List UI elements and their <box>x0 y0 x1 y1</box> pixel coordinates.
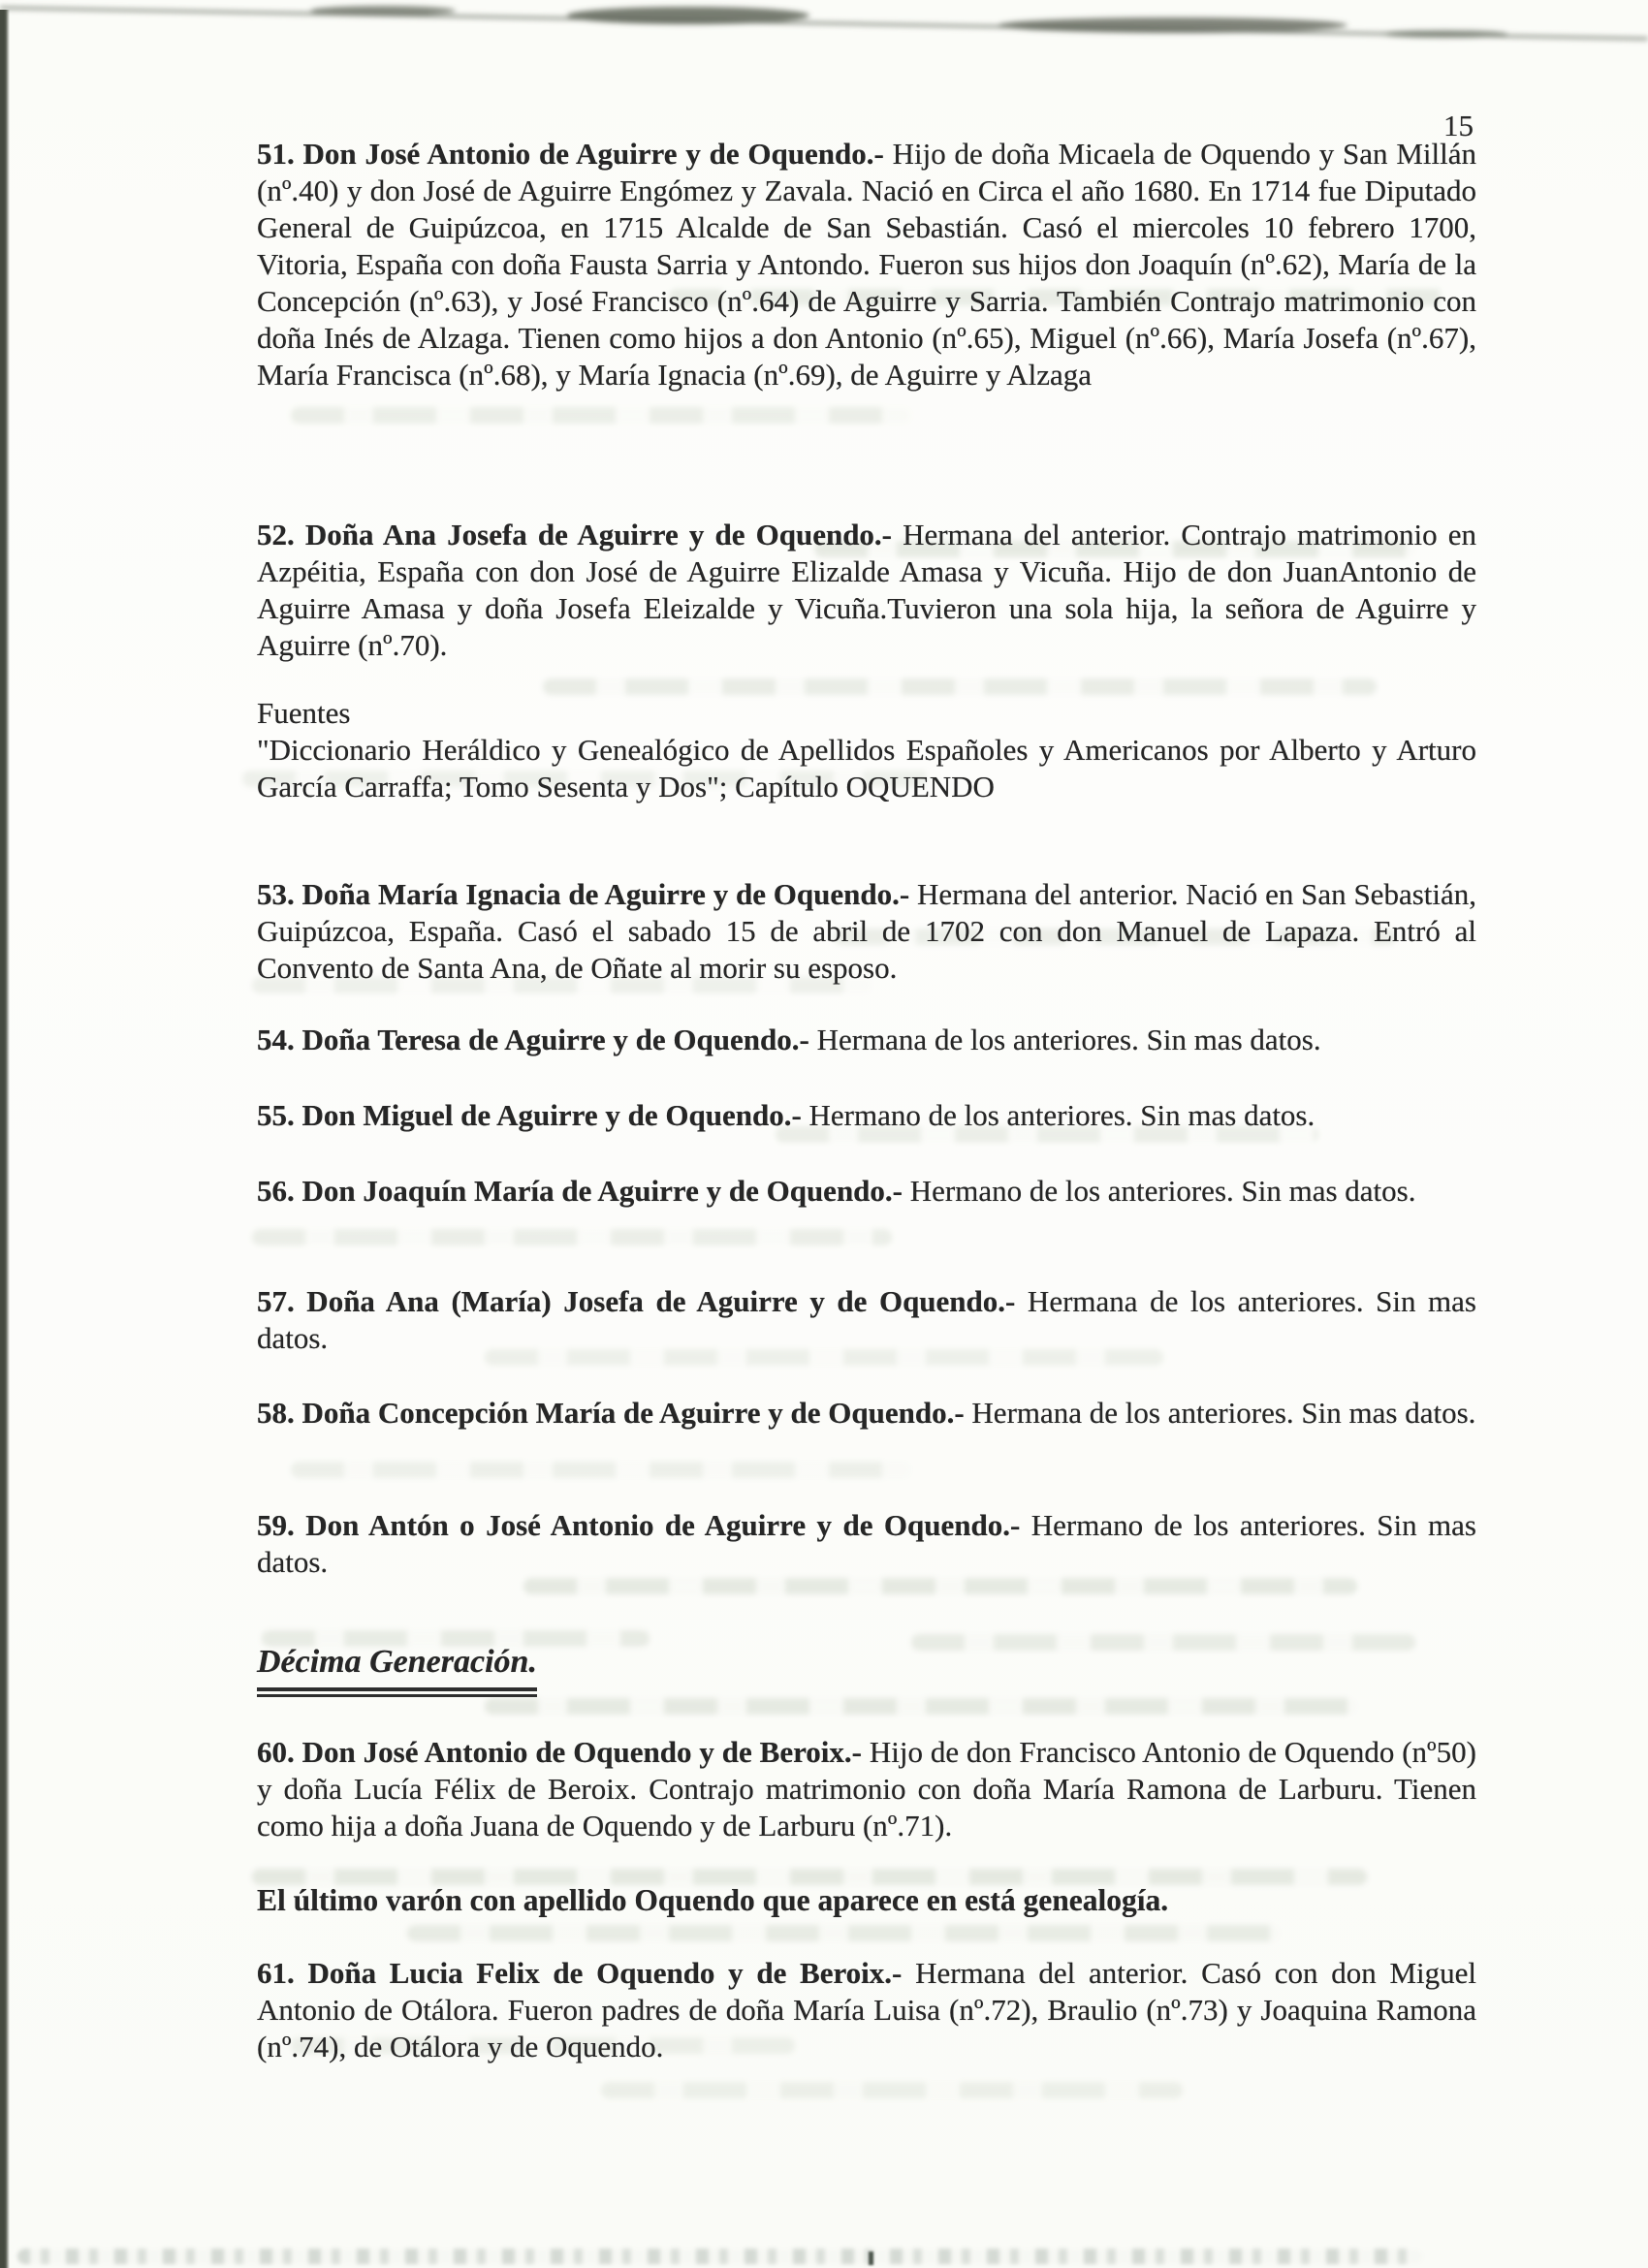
genealogy-entry-56 <box>257 1173 1476 1210</box>
entry-53-body: Hermana del anterior. Nació en San Sebastián, Guipúzcoa, España. Casó el sabado 15 de abril de 1702 con don Manuel de Lapaza. Entró al Convento de Santa Ana, de Oñate al morir su esposo. <box>257 877 1476 985</box>
bleedthrough-ghost <box>601 2082 1183 2098</box>
entry-57-body: Hermana de los anteriores. Sin mas datos. <box>257 1284 1476 1355</box>
entry-51-body: Hijo de doña Micaela de Oquendo y San Millán (nº.40) y don José de Aguirre Engómez y Zavala. Nació en Circa el año 1680. En 1714 fue Diputado General de Guipúzcoa, en 1715 Alcalde de San Sebastián. Casó el miercoles 10 febrero 1700, Vitoria, España con doña Fausta Sarria y Antondo. Fueron sus hijos don Joaquín (nº.62), María de la Concepción (nº.63), y José Francisco (nº.64) de Aguirre y Sarria. También Contrajo matrimonio con doña Inés de Alzaga. Tienen como hijos a don Antonio (nº.65), Miguel (nº.66), María Josefa (nº.67), María Francisca (nº.68), y María Ignacia (nº.69), de Aguirre y Alzaga <box>257 137 1476 392</box>
bleedthrough-ghost <box>252 1229 892 1245</box>
genealogy-entry-61 <box>257 1955 1476 2065</box>
generation-heading <box>257 1644 537 1697</box>
genealogy-entry-58 <box>257 1395 1476 1432</box>
generation-heading-underline <box>257 1644 537 1697</box>
bleedthrough-ghost <box>291 407 911 424</box>
scan-artifact-top-edge <box>0 0 1648 58</box>
entry-53-lead: 53. Doña María Ignacia de Aguirre y de Oquendo.- <box>257 877 910 911</box>
entry-52-body: Hermana del anterior. Contrajo matrimonio en Azpéitia, España con don José de Aguirre Elizalde Amasa y Vicuña. Hijo de don JuanAntonio de Aguirre Amasa y doña Josefa Eleizalde y Vicuña.Tuvieron una sola hija, la señora de Aguirre y Aguirre (nº.70). <box>257 518 1476 662</box>
genealogy-entry-52 <box>257 517 1476 664</box>
scan-artifact-bottom-tick <box>869 2252 873 2265</box>
scan-artifact-left-edge <box>0 10 10 2268</box>
entry-58-body: Hermana de los anteriores. Sin mas datos. <box>964 1396 1476 1430</box>
entry-56-lead: 56. Don Joaquín María de Aguirre y de Oquendo.- <box>257 1174 903 1208</box>
bleedthrough-ghost <box>291 1462 911 1478</box>
sources-text: "Diccionario Heráldico y Genealógico de Apellidos Españoles y Americanos por Alberto y Arturo García Carraffa; Tomo Sesenta y Dos"; Capítulo OQUENDO <box>257 733 1476 803</box>
last-male-note: El último varón con apellido Oquendo que aparece en está genealogía. <box>257 1883 1169 1917</box>
entry-54-lead: 54. Doña Teresa de Aguirre y de Oquendo.- <box>257 1023 809 1056</box>
genealogy-entry-55 <box>257 1097 1476 1134</box>
entry-56-body: Hermano de los anteriores. Sin mas datos. <box>903 1174 1416 1208</box>
genealogy-entry-57 <box>257 1283 1476 1357</box>
genealogy-entry-60 <box>257 1734 1476 1844</box>
entry-59-body: Hermano de los anteriores. Sin mas datos. <box>257 1508 1476 1579</box>
genealogy-entry-54 <box>257 1022 1476 1058</box>
page-number: 15 <box>1443 109 1474 142</box>
sources-label: Fuentes <box>257 696 351 730</box>
entry-51-lead: 51. Don José Antonio de Aguirre y de Oquendo.- <box>257 137 884 171</box>
scan-artifact-bottom-noise <box>17 2249 1423 2264</box>
entry-55-body: Hermano de los anteriores. Sin mas datos. <box>801 1098 1315 1132</box>
entry-61-lead: 61. Doña Lucia Felix de Oquendo y de Beroix.- <box>257 1956 903 1990</box>
generation-heading-text: Décima Generación. <box>257 1644 537 1691</box>
genealogy-entry-59 <box>257 1507 1476 1581</box>
genealogy-entry-53 <box>257 876 1476 987</box>
entry-61-body: Hermana del anterior. Casó con don Miguel Antonio de Otálora. Fueron padres de doña María Luisa (nº.72), Braulio (nº.73) y Joaquina Ramona (nº.74), de Otálora y de Oquendo. <box>257 1956 1477 2063</box>
entry-55-lead: 55. Don Miguel de Aguirre y de Oquendo.- <box>257 1098 802 1132</box>
genealogy-entry-51 <box>257 136 1476 394</box>
bleedthrough-ghost <box>911 1634 1415 1651</box>
entry-54-body: Hermana de los anteriores. Sin mas datos. <box>808 1023 1321 1056</box>
entry-60-lead: 60. Don José Antonio de Oquendo y de Beroix.- <box>257 1735 862 1769</box>
bleedthrough-ghost <box>543 678 1377 695</box>
entry-52-lead: 52. Doña Ana Josefa de Aguirre y de Oquendo.- <box>257 518 893 551</box>
entry-57-lead: 57. Doña Ana (María) Josefa de Aguirre y de Oquendo.- <box>257 1284 1016 1318</box>
entry-60-body: Hijo de don Francisco Antonio de Oquendo (nº50) y doña Lucía Félix de Beroix. Contrajo matrimonio con doña María Ramona de Larburu. Tienen como hija a doña Juana de Oquendo y de Larburu (nº.71). <box>257 1735 1476 1843</box>
entry-58-lead: 58. Doña Concepción María de Aguirre y de Oquendo.- <box>257 1396 965 1430</box>
bleedthrough-ghost <box>485 1698 1357 1715</box>
entry-59-lead: 59. Don Antón o José Antonio de Aguirre y de Oquendo.- <box>257 1508 1021 1542</box>
bleedthrough-ghost <box>407 1925 1280 1941</box>
